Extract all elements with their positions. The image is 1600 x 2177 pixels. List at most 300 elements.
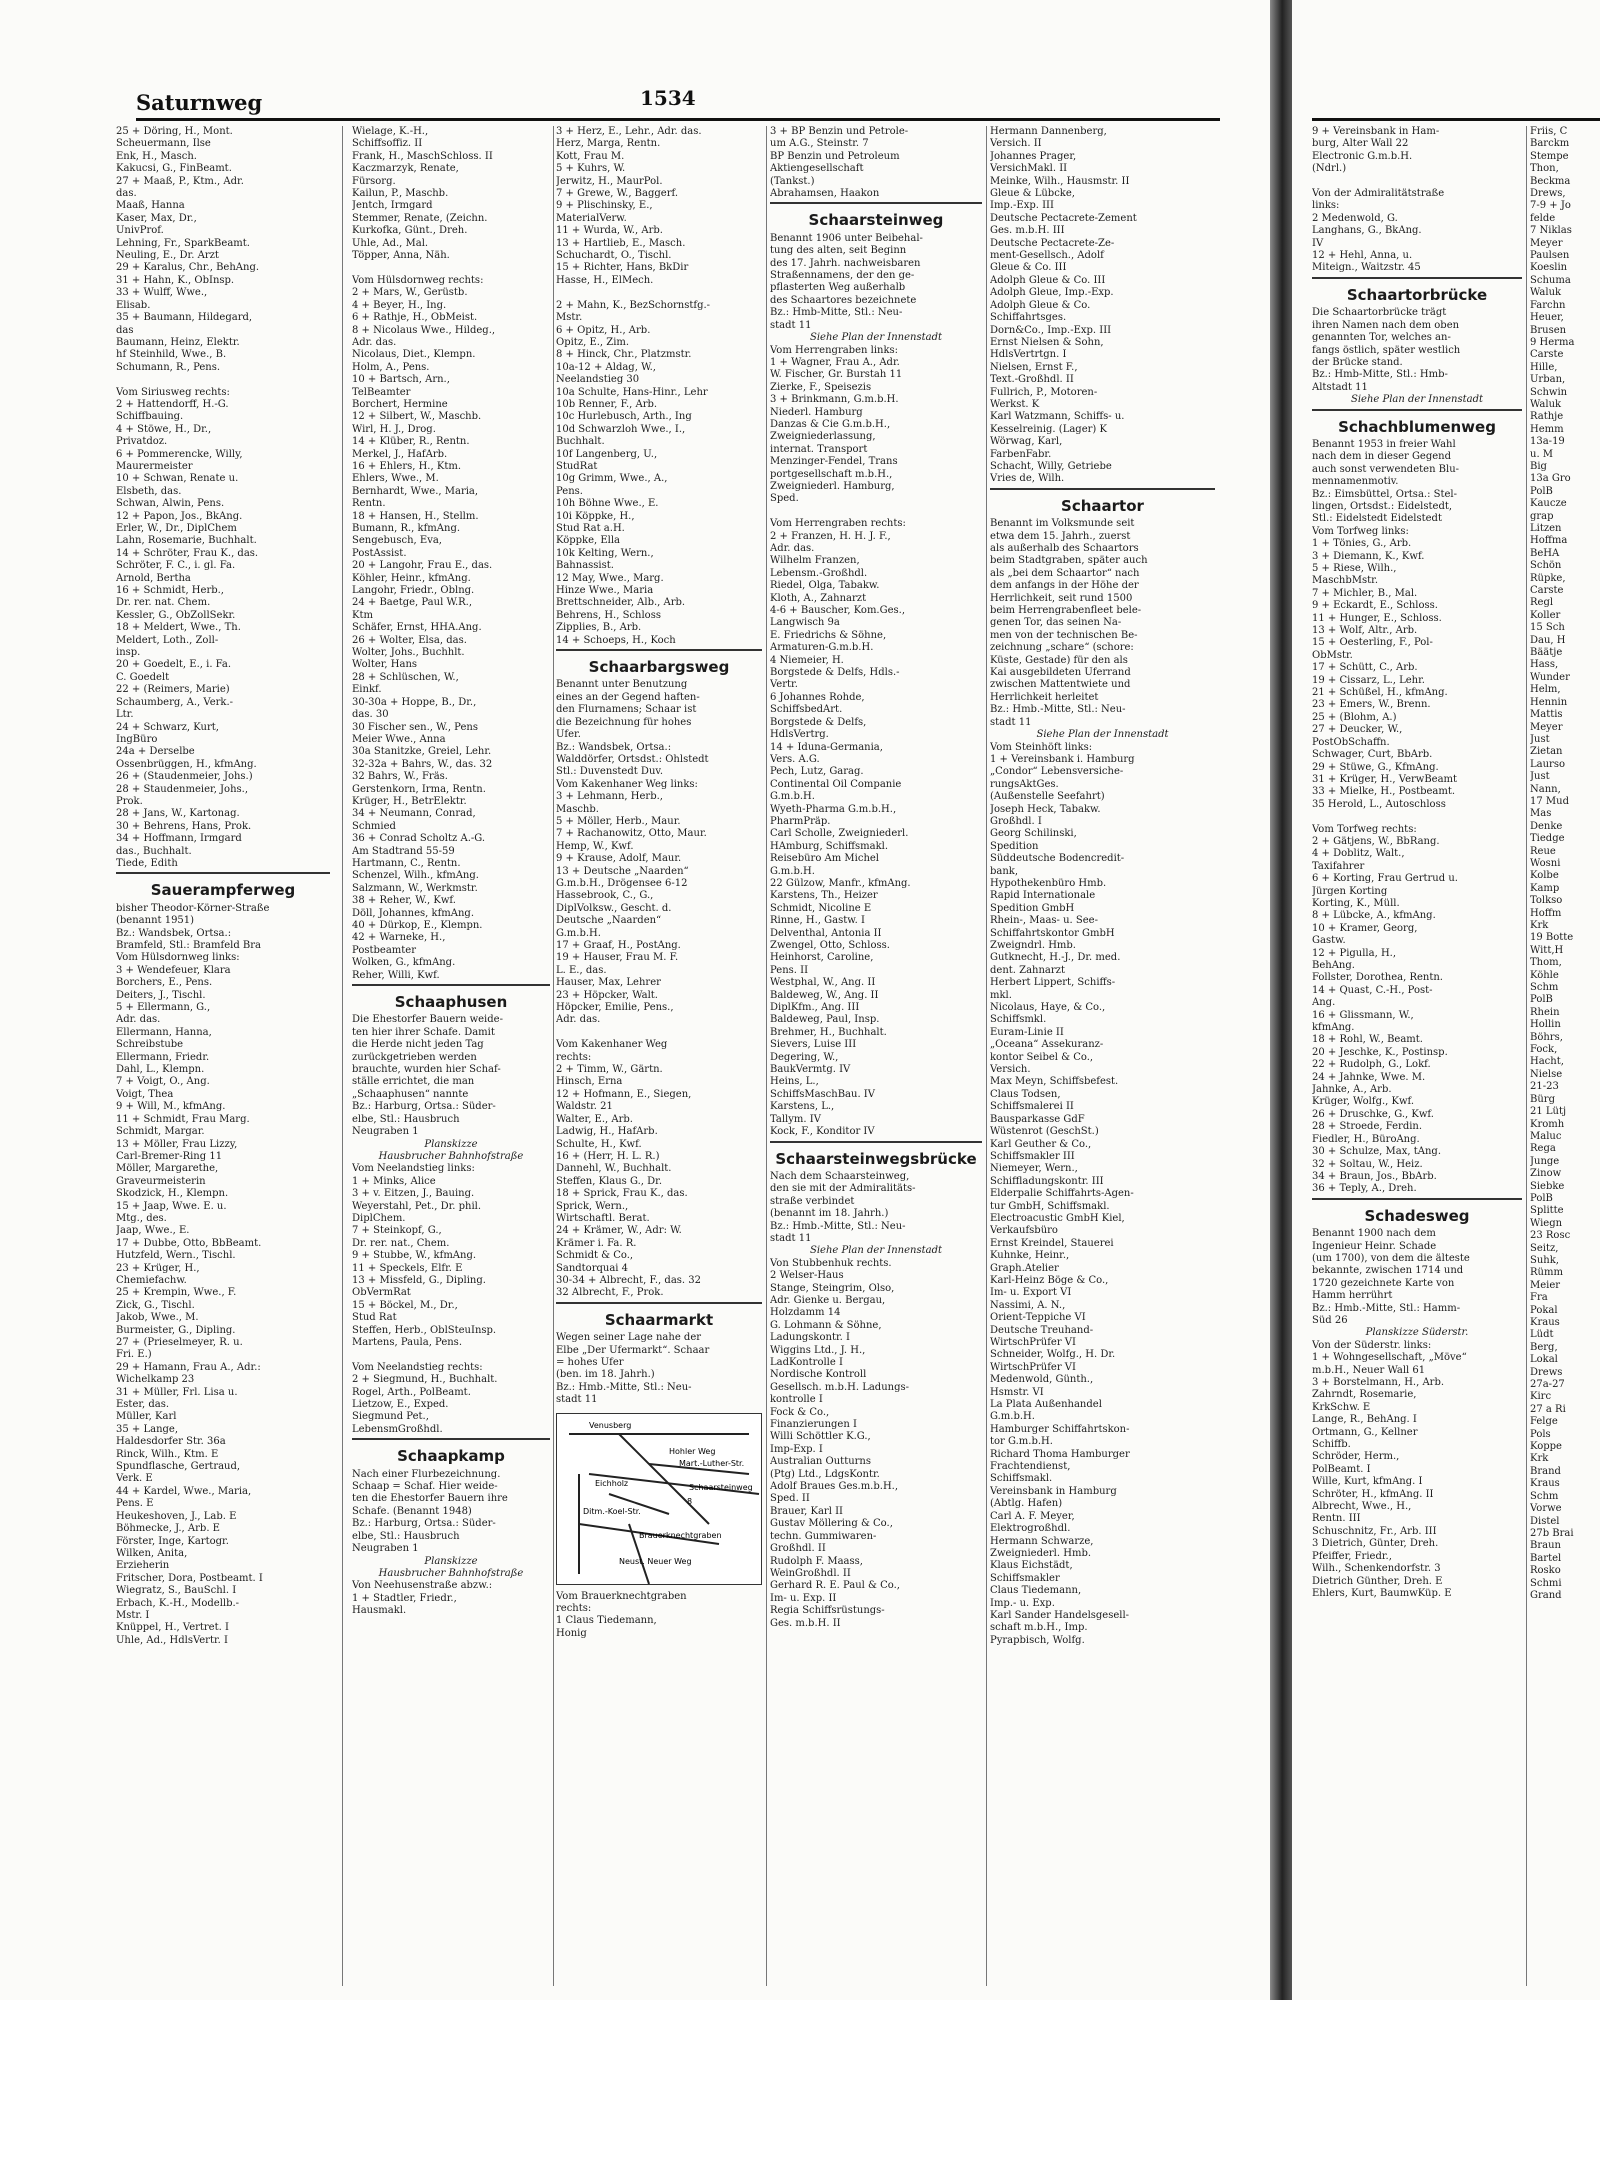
- directory-entry: 2 + Mahn, K., BezSchornstfg.-: [556, 299, 711, 311]
- directory-entry: Altstadt 11: [1312, 381, 1368, 393]
- directory-entry: 2 + Timm, W., Gärtn.: [556, 1064, 663, 1076]
- directory-entry: Koppe: [1530, 1441, 1562, 1453]
- directory-entry: Max Meyn, Schiffsbefest.: [990, 1076, 1119, 1088]
- directory-entry: 29 + Karalus, Chr., BehAng.: [116, 262, 260, 274]
- directory-entry: Gleue & Lübcke,: [990, 188, 1075, 200]
- spacer: [1312, 811, 1522, 823]
- directory-entry: 13 + Wolf, Altr., Arb.: [1312, 625, 1418, 637]
- directory-entry: Laurso: [1530, 758, 1565, 770]
- directory-entry: 1720 gezeichnete Karte von: [1312, 1277, 1455, 1289]
- directory-entry: 15 Sch: [1530, 622, 1565, 634]
- directory-entry: Bz.: Hmb.-Mitte, Stl.: Neu-: [770, 1220, 906, 1232]
- directory-entry: Bz.: Hmb.-Mitte, Stl.: Hamm-: [1312, 1302, 1461, 1314]
- plan-note: Planskizze Süderstr.: [1365, 1327, 1469, 1339]
- directory-entry: Hutzfeld, Wern., Tischl.: [116, 1250, 236, 1262]
- directory-entry: Schiffsmakl.: [990, 1473, 1053, 1485]
- directory-entry: Wolter, Hans: [352, 659, 418, 671]
- directory-entry: 14 + Schoeps, H., Koch: [556, 634, 676, 646]
- directory-entry: 27b Brai: [1530, 1527, 1574, 1539]
- directory-entry: 9 + Plischinsky, E.,: [556, 200, 653, 212]
- directory-entry: Schiffsmakler III: [990, 1150, 1075, 1162]
- directory-entry: Nordische Kontroll: [770, 1369, 867, 1381]
- directory-entry: 31 + Müller, Frl. Lisa u.: [116, 1386, 238, 1398]
- directory-entry: Voigt, Thea: [116, 1088, 174, 1100]
- directory-entry: Zweigndrl. Hmb.: [990, 940, 1076, 951]
- directory-entry: 10 + Schwan, Renate u.: [116, 473, 239, 485]
- directory-entry: 38 + Reher, W., Kwf.: [352, 895, 456, 907]
- directory-entry: Hoffm: [1530, 907, 1562, 919]
- directory-entry: 1 + Stadtler, Friedr.,: [352, 1592, 457, 1604]
- directory-entry: Hass,: [1530, 659, 1559, 671]
- directory-entry: 32-32a + Bahrs, W., das. 32: [352, 758, 493, 770]
- directory-entry: Jerwitz, H., MaurPol.: [556, 175, 663, 187]
- directory-entry: „Condor“ Lebensversiche-: [990, 766, 1124, 778]
- directory-entry: Bz.: Eimsbüttel, Ortsa.: Stel-: [1312, 488, 1457, 500]
- directory-entry: Karstens, Th., Heizer: [770, 890, 878, 902]
- directory-entry: stadt 11: [556, 1394, 598, 1406]
- directory-entry: Schröder, Herm.,: [1312, 1451, 1400, 1463]
- plan-note: Hausbrucher Bahnhofstraße: [378, 1150, 524, 1162]
- directory-entry: 4 Niemeier, H.: [770, 654, 844, 666]
- directory-entry: Meier: [1530, 1279, 1561, 1291]
- directory-entry: Drews,: [1530, 188, 1566, 200]
- directory-entry: Lahn, Rosemarie, Buchhalt.: [116, 535, 257, 547]
- page-number: 1534: [640, 86, 696, 110]
- directory-entry: Wiegn: [1530, 1217, 1563, 1229]
- directory-entry: La Plata Außenhandel: [990, 1399, 1102, 1411]
- column-divider: [986, 126, 987, 1986]
- directory-entry: Carste: [1530, 585, 1564, 597]
- directory-entry: Postbeamter: [352, 944, 416, 956]
- directory-entry: Waldstr. 21: [556, 1101, 613, 1113]
- directory-entry: ställe errichtet, die man: [352, 1076, 475, 1088]
- directory-entry: Merkel, J., HafArb.: [352, 448, 448, 460]
- directory-entry: Schm: [1530, 982, 1559, 994]
- directory-entry: Koeslin: [1530, 262, 1568, 274]
- directory-entry: Verk. E: [116, 1473, 153, 1485]
- directory-entry: Großhdl. I: [990, 815, 1042, 827]
- directory-entry: Dietrich Günther, Dreh. E: [1312, 1575, 1443, 1587]
- directory-entry: 13 + Missfeld, G., Dipling.: [352, 1274, 486, 1286]
- directory-entry: 20 + Langohr, Frau E., das.: [352, 560, 493, 572]
- directory-entry: Pokal: [1530, 1304, 1558, 1316]
- directory-entry: 10i Köppke, H.,: [556, 510, 635, 522]
- directory-entry: das. 30: [352, 709, 389, 721]
- directory-entry: Sped.: [770, 493, 799, 505]
- directory-entry: Adr. das.: [116, 1014, 161, 1026]
- directory-entry: 12 + Hofmann, E., Siegen,: [556, 1088, 692, 1100]
- directory-entry: Nicolaus, Diet., Klempn.: [352, 349, 476, 361]
- directory-entry: Köppke, Ella: [556, 535, 621, 547]
- directory-entry: Ehlers, Wwe., M.: [352, 473, 439, 485]
- directory-entry: Regia Schiffsrüstungs-: [770, 1605, 885, 1617]
- directory-entry: Maluc: [1530, 1130, 1562, 1142]
- directory-entry: Langhans, G., BkAng.: [1312, 225, 1422, 237]
- directory-entry: Neuling, E., Dr. Arzt: [116, 250, 219, 262]
- directory-entry: Schön: [1530, 560, 1562, 572]
- directory-entry: (Abtlg. Hafen): [990, 1498, 1063, 1510]
- directory-entry: Kaser, Max, Dr.,: [116, 212, 197, 224]
- directory-entry: kfmAng.: [1312, 1022, 1355, 1034]
- directory-entry: Reue: [1530, 845, 1556, 857]
- directory-entry: Elbe „Der Ufermarkt“. Schaar: [556, 1344, 710, 1356]
- directory-entry: Kraus: [1530, 1478, 1560, 1490]
- directory-entry: Adr. das.: [770, 543, 815, 554]
- header-rule: [1312, 118, 1600, 121]
- directory-entry: Richard Thoma Hamburger: [990, 1448, 1130, 1460]
- directory-entry: Vom Hülsdornweg rechts:: [352, 274, 484, 286]
- directory-entry: Finanzierungen I: [770, 1419, 857, 1431]
- directory-entry: Armaturen-G.m.b.H.: [770, 642, 874, 654]
- directory-entry: Niederl. Hamburg: [770, 406, 863, 418]
- directory-entry: Danzas & Cie G.m.b.H.,: [770, 418, 891, 430]
- directory-entry: 27 + Maaß, P., Ktm., Adr.: [116, 175, 244, 187]
- directory-entry: Bramfeld, Stl.: Bramfeld Bra: [116, 940, 262, 951]
- directory-entry: Von der Admiralitätstraße: [1312, 188, 1445, 200]
- directory-entry: kontrolle I: [770, 1394, 823, 1406]
- directory-entry: Karl Geuther & Co.,: [990, 1138, 1092, 1150]
- directory-entry: Wilken, Anita,: [116, 1547, 188, 1559]
- directory-entry: Krämer i. Fa. R.: [556, 1237, 637, 1249]
- directory-entry: Süd 26: [1312, 1314, 1348, 1326]
- directory-entry: Meier Wwe., Anna: [352, 733, 446, 745]
- directory-entry: Schulte, H., Kwf.: [556, 1138, 642, 1150]
- directory-entry: 3 + v. Eitzen, J., Bauing.: [352, 1188, 475, 1200]
- directory-entry: Neugraben 1: [352, 1126, 419, 1138]
- directory-entry: 4 + Beyer, H., Ing.: [352, 299, 447, 311]
- directory-entry: das: [116, 324, 134, 336]
- street-heading: Schaartorbrücke: [1346, 285, 1488, 304]
- directory-entry: Gastw.: [1312, 935, 1346, 947]
- directory-entry: Stl.: Eidelstedt Eidelstedt: [1312, 513, 1442, 525]
- directory-entry: Schenzel, Wilh., kfmAng.: [352, 870, 479, 882]
- directory-entry: Graveurmeisterin: [116, 1175, 206, 1187]
- directory-entry: Schiffbauing.: [116, 411, 184, 423]
- directory-entry: Claus Todsen,: [990, 1088, 1061, 1100]
- directory-entry: Hemm: [1530, 423, 1564, 435]
- directory-entry: Fock & Co.,: [770, 1406, 830, 1418]
- directory-entry: Westphal, W., Ang. II: [770, 977, 876, 989]
- directory-entry: DiplKfm., Ang. III: [770, 1002, 860, 1014]
- directory-entry: Mstr.: [556, 312, 583, 324]
- directory-entry: das.: [116, 188, 137, 200]
- directory-entry: Schröter, F. C., i. gl. Fa.: [116, 560, 236, 572]
- directory-entry: Braun: [1530, 1540, 1561, 1552]
- directory-entry: LebensmGroßhdl.: [352, 1423, 443, 1435]
- directory-entry: Elderpalie Schiffahrts-Agen-: [990, 1188, 1134, 1200]
- directory-entry: Schmied: [352, 820, 396, 832]
- directory-entry: PharmPräp.: [770, 815, 831, 827]
- directory-entry: elbe, Stl.: Hausbruch: [352, 1530, 460, 1542]
- directory-entry: 1 + Wohngesellschaft, „Möve“: [1312, 1352, 1467, 1364]
- directory-entry: Abrahamsen, Haakon: [770, 188, 880, 200]
- directory-entry: (Ndrl.): [1312, 163, 1347, 175]
- directory-entry: Splitte: [1530, 1205, 1564, 1217]
- directory-entry: Schiffsmkl.: [990, 1014, 1047, 1026]
- directory-entry: 10g Grimm, Wwe., A.,: [556, 473, 668, 485]
- column-divider: [1526, 126, 1527, 1986]
- directory-entry: fangs östlich, später westlich: [1312, 344, 1461, 356]
- directory-entry: UnivProf.: [116, 225, 164, 237]
- directory-entry: Medenwold, Günth.,: [990, 1374, 1094, 1386]
- directory-entry: Schmidt & Co.,: [556, 1250, 634, 1262]
- directory-entry: Verkaufsbüro: [990, 1225, 1058, 1237]
- street-rule: [1312, 277, 1522, 279]
- directory-entry: 18 + Hansen, H., Stellm.: [352, 510, 479, 522]
- running-head-title: Saturnweg: [136, 90, 263, 115]
- directory-entry: 23 + Krüger, H.,: [116, 1262, 200, 1274]
- directory-entry: Schacht, Willy, Getriebe: [990, 460, 1112, 472]
- directory-entry: 9 + Eckardt, E., Schloss.: [1312, 600, 1438, 612]
- directory-entry: 24a + Derselbe: [116, 746, 195, 758]
- plan-note: Planskizze: [424, 1138, 478, 1150]
- directory-entry: Lokal: [1530, 1354, 1558, 1366]
- directory-entry: Wegen seiner Lage nahe der: [556, 1332, 702, 1344]
- directory-entry: 14 + Quast, C.-H., Post-: [1312, 984, 1433, 996]
- directory-entry: Johannes Prager,: [990, 150, 1077, 162]
- directory-entry: Kakucsi, G., FinBeamt.: [116, 163, 232, 175]
- directory-entry: 32 + Soltau, W., Heiz.: [1312, 1158, 1423, 1170]
- directory-entry: Schwin: [1530, 386, 1568, 398]
- directory-entry: Zweigniederlassung,: [770, 431, 876, 443]
- directory-entry: Lange, R., BehAng. I: [1312, 1414, 1417, 1426]
- directory-entry: Ellermann, Friedr.: [116, 1051, 210, 1063]
- directory-entry: 24 + Schwarz, Kurt,: [116, 721, 219, 733]
- directory-entry: G.m.b.H., Drögensee 6-12: [556, 877, 688, 889]
- directory-entry: Kaucze: [1530, 498, 1567, 510]
- directory-entry: Thom,: [1530, 957, 1562, 969]
- directory-entry: Tiede, Edith: [116, 857, 178, 869]
- directory-entry: Enk, H., Masch.: [116, 150, 197, 162]
- directory-entry: 13 + Hartlieb, E., Masch.: [556, 237, 686, 249]
- spacer: [556, 287, 762, 299]
- directory-entry: 32 Albrecht, F., Prok.: [556, 1287, 664, 1299]
- directory-entry: pflasterten Weg außerhalb: [770, 282, 906, 294]
- directory-entry: IngBüro: [116, 733, 158, 745]
- directory-entry: Prok.: [116, 795, 143, 807]
- directory-entry: Bz.: Hmb.-Mitte, Stl.: Neu-: [556, 1381, 692, 1393]
- directory-entry: 10a Schulte, Hans-Hinr., Lehr: [556, 386, 708, 398]
- directory-entry: Thon,: [1530, 163, 1559, 175]
- directory-entry: PolB: [1530, 1192, 1553, 1204]
- directory-entry: rungsAktGes.: [990, 778, 1059, 790]
- directory-entry: MaterialVerw.: [556, 212, 627, 224]
- directory-entry: Delventhal, Antonia II: [770, 927, 882, 939]
- directory-entry: Baumann, Heinz, Elektr.: [116, 336, 240, 348]
- directory-entry: 11 + Hunger, E., Schloss.: [1312, 612, 1442, 624]
- directory-entry: Kessler, G., ObZollSekr.: [116, 609, 236, 621]
- directory-entry: Benannt im Volksmunde seit: [990, 518, 1135, 530]
- directory-entry: Wilh., Schenkendorfstr. 3: [1312, 1563, 1441, 1575]
- directory-entry: portgesellschaft m.b.H.,: [770, 468, 893, 480]
- directory-entry: bank,: [990, 865, 1019, 877]
- directory-entry: 30 Fischer sen., W., Pens: [352, 721, 478, 733]
- directory-entry: 30-30a + Hoppe, B., Dr.,: [352, 696, 477, 708]
- directory-entry: 17 + Graaf, H., PostAng.: [556, 940, 681, 951]
- directory-entry: burg, Alter Wall 22: [1312, 138, 1409, 150]
- directory-entry: Rümm: [1530, 1267, 1563, 1279]
- directory-entry: Nach einer Flurbezeichnung.: [352, 1468, 501, 1480]
- column-6: [1312, 126, 1522, 1996]
- directory-entry: Spundflasche, Gertraud,: [116, 1461, 241, 1473]
- directory-entry: 7-9 + Jo: [1530, 200, 1571, 212]
- directory-entry: Chemiefachw.: [116, 1274, 187, 1286]
- directory-entry: zurückgetrieben werden: [352, 1051, 477, 1063]
- directory-entry: Möller, Margarethe,: [116, 1163, 219, 1175]
- directory-entry: Förster, Inge, Kartogr.: [116, 1535, 229, 1547]
- directory-entry: Vom Hülsdornweg links:: [116, 952, 240, 964]
- directory-entry: Schneider, Wolfg., H. Dr.: [990, 1349, 1116, 1361]
- directory-entry: Georg Schilinski,: [990, 828, 1077, 840]
- directory-entry: 29 + Stüwe, G., KfmAng.: [1312, 761, 1439, 773]
- directory-entry: Walddörfer, Ortsdst.: Ohlstedt: [556, 753, 709, 765]
- directory-entry: Vom Kakenhaner Weg: [556, 1039, 668, 1051]
- directory-entry: 1 + Tönies, G., Arb.: [1312, 538, 1412, 550]
- directory-entry: ment-Gesellsch., Adolf: [990, 250, 1104, 262]
- directory-entry: Vom Herrengraben rechts:: [770, 518, 906, 530]
- directory-entry: als außerhalb des Schaartors: [990, 543, 1139, 554]
- directory-entry: 35 + Lange,: [116, 1423, 179, 1435]
- directory-entry: Pech, Lutz, Garag.: [770, 766, 864, 778]
- directory-entry: Siebke: [1530, 1180, 1565, 1192]
- directory-entry: das., Buchhalt.: [116, 845, 192, 857]
- directory-entry: bisher Theodor-Körner-Straße: [116, 902, 270, 914]
- directory-entry: 1 + Vereinsbank i. Hamburg: [990, 753, 1135, 765]
- directory-entry: SchiffsMaschBau. IV: [770, 1088, 875, 1100]
- directory-entry: dem anfangs in der Höhe der: [990, 580, 1139, 592]
- directory-entry: Adolph Gleue & Co.: [990, 299, 1091, 311]
- street-heading: Sauerampferweg: [150, 881, 296, 900]
- directory-entry: Nann,: [1530, 783, 1561, 795]
- directory-entry: 33 + Wulff, Wwe.,: [116, 287, 208, 299]
- directory-entry: Zahrndt, Rosemarie,: [1312, 1389, 1417, 1401]
- directory-entry: Just: [1530, 733, 1550, 745]
- directory-entry: 18 + Meldert, Wwe., Th.: [116, 622, 241, 634]
- directory-entry: Deiters, J., Tischl.: [116, 989, 206, 1001]
- directory-entry: Spedition GmbH: [990, 902, 1075, 914]
- directory-entry: Helm,: [1530, 684, 1561, 696]
- directory-entry: der Brücke stand.: [1312, 356, 1403, 368]
- directory-entry: Borchert, Hermine: [352, 398, 448, 410]
- directory-entry: G. Lohmann & Söhne,: [770, 1319, 882, 1331]
- street-rule: [352, 1438, 550, 1440]
- directory-entry: Schiffb.: [1312, 1439, 1351, 1451]
- spacer: [770, 506, 982, 518]
- directory-entry: Elisab.: [116, 299, 151, 311]
- directory-entry: Regl: [1530, 597, 1554, 609]
- directory-entry: Baldeweg, Paul, Insp.: [770, 1014, 880, 1026]
- directory-entry: 9 + Will, M., kfmAng.: [116, 1101, 226, 1113]
- directory-entry: Wunder: [1530, 671, 1570, 683]
- directory-entry: u. M: [1530, 448, 1554, 460]
- street-heading: Schaaphusen: [394, 993, 508, 1012]
- directory-entry: 27 + Deucker, W.,: [1312, 724, 1403, 736]
- street-rule: [556, 649, 762, 651]
- directory-entry: Schumann, R., Pens.: [116, 361, 221, 373]
- directory-entry: VersichMakl. II: [990, 163, 1068, 175]
- directory-entry: Vom Neelandstieg links:: [352, 1163, 475, 1175]
- directory-entry: Willi Schöttler K.G.,: [770, 1431, 871, 1443]
- directory-entry: Schiffsoffiz. II: [352, 138, 423, 150]
- directory-entry: Borchers, E., Pens.: [116, 977, 213, 989]
- directory-entry: Von Neehusenstraße abzw.:: [352, 1580, 493, 1592]
- directory-entry: Dahl, L., Klempn.: [116, 1064, 205, 1076]
- directory-entry: dent. Zahnarzt: [990, 964, 1065, 976]
- directory-entry: Continental Oil Companie: [770, 778, 902, 790]
- directory-entry: Erzieherin: [116, 1560, 170, 1572]
- directory-entry: Klaus Eichstädt,: [990, 1560, 1073, 1572]
- directory-entry: Kott, Frau M.: [556, 150, 625, 162]
- directory-entry: Imp.- u. Exp.: [990, 1597, 1055, 1609]
- directory-entry: BeHA: [1530, 547, 1560, 559]
- directory-entry: Vertr.: [770, 679, 798, 691]
- directory-entry: Reher, Willi, Kwf.: [352, 969, 440, 981]
- directory-entry: Böhmecke, J., Arb. E: [116, 1523, 220, 1535]
- directory-entry: 2 Welser-Haus: [770, 1270, 844, 1282]
- directory-entry: WeinGroßhdl. II: [770, 1567, 851, 1579]
- directory-entry: Kaczmarzyk, Renate,: [352, 163, 459, 175]
- directory-entry: 19 Botte: [1530, 932, 1574, 944]
- directory-entry: Müller, Karl: [116, 1411, 177, 1423]
- directory-entry: Denke: [1530, 820, 1563, 832]
- directory-entry: Lehning, Fr., SparkBeamt.: [116, 237, 250, 249]
- directory-entry: Rentn.: [352, 498, 386, 510]
- directory-entry: Fock,: [1530, 1044, 1558, 1056]
- directory-entry: Pols: [1530, 1428, 1551, 1440]
- directory-entry: Zweigniederl. Hmb.: [990, 1547, 1092, 1559]
- directory-entry: 10k Kelting, Wern.,: [556, 547, 654, 559]
- directory-entry: Meyer: [1530, 721, 1563, 733]
- directory-entry: DiplChem.: [352, 1212, 406, 1224]
- directory-entry: 17 Mud: [1530, 795, 1569, 807]
- directory-entry: Vries de, Wilh.: [990, 473, 1065, 485]
- map-label: Venusberg: [589, 1420, 632, 1430]
- directory-entry: Hausmakl.: [352, 1605, 407, 1617]
- directory-entry: 5 + Riese, Wilh.,: [1312, 563, 1397, 574]
- directory-entry: Neugraben 1: [352, 1543, 419, 1555]
- directory-entry: (Tankst.): [770, 175, 815, 187]
- directory-entry: ten die Ehestorfer Bauern ihre: [352, 1493, 508, 1505]
- directory-entry: Tolkso: [1530, 895, 1563, 907]
- directory-entry: Text.-Großhdl. II: [990, 374, 1074, 386]
- directory-entry: 5 + Möller, Herb., Maur.: [556, 815, 681, 827]
- directory-entry: Deutsche Pectacrete-Zement: [990, 212, 1137, 224]
- directory-entry: 6 + Opitz, H., Arb.: [556, 324, 651, 336]
- column-divider: [553, 126, 554, 1986]
- directory-entry: Vom Kakenhaner Weg links:: [556, 778, 698, 790]
- book-gutter: [1270, 0, 1292, 2000]
- directory-entry: Krk: [1530, 920, 1549, 931]
- directory-entry: Karstens, L.,: [770, 1101, 835, 1113]
- directory-entry: Dr. rer. nat., Chem.: [352, 1237, 450, 1249]
- directory-entry: BP Benzin und Petroleum: [770, 150, 900, 162]
- directory-entry: Jentch, Irmgard: [352, 200, 433, 212]
- directory-entry: Bz.: Hmb-Mitte, Stl.: Neu-: [770, 307, 903, 319]
- directory-entry: straße verbindet: [770, 1195, 855, 1207]
- directory-entry: 5 + Ellermann, G.,: [116, 1002, 211, 1014]
- directory-entry: Koller: [1530, 609, 1561, 621]
- directory-entry: 5 + Kuhrs, W.: [556, 163, 626, 175]
- directory-entry: Kromh: [1530, 1118, 1565, 1130]
- directory-entry: Süddeutsche Bodencredit-: [990, 853, 1125, 865]
- directory-entry: Schaap = Schaf. Hier weide-: [352, 1481, 498, 1493]
- directory-entry: 16 + Ehlers, H., Ktm.: [352, 460, 461, 472]
- directory-entry: 3 Dietrich, Günter, Dreh.: [1312, 1538, 1439, 1550]
- directory-entry: 27 + (Prieselmeyer, R. u.: [116, 1337, 243, 1348]
- directory-entry: stadt 11: [990, 716, 1032, 728]
- directory-entry: Erbach, K.-H., Modellb.-: [116, 1597, 240, 1609]
- directory-entry: 10a-12 + Aldag, W.,: [556, 361, 656, 373]
